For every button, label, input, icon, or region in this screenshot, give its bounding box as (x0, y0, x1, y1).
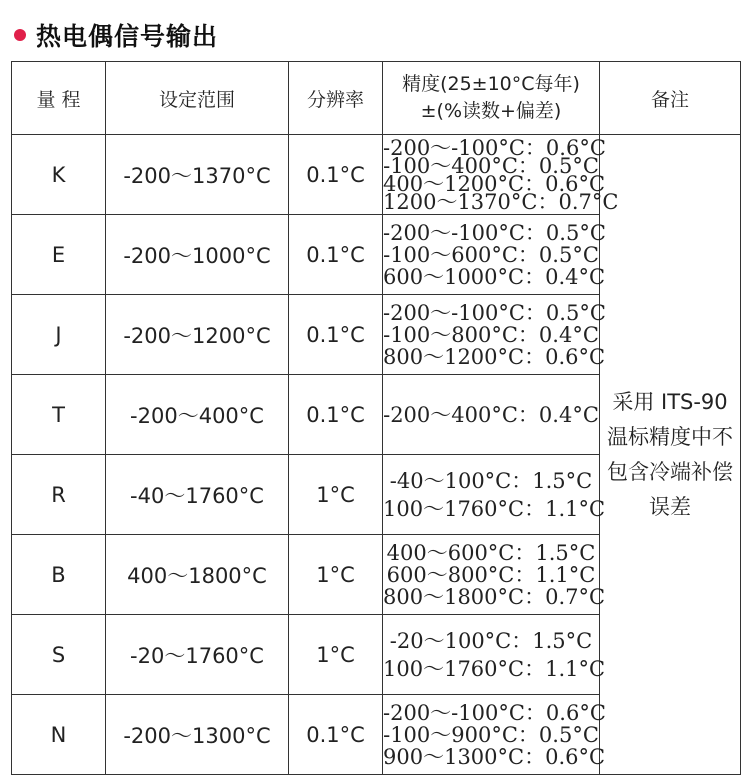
accuracy-line: 400～1200°C：0.6°C (383, 171, 606, 196)
cell-resolution: 0.1°C (289, 375, 383, 455)
accuracy-line: -100～900°C：0.5°C (383, 722, 599, 747)
cell-range: -200～1000°C (106, 215, 289, 295)
section-title: 热电偶信号输出 (36, 22, 219, 51)
accuracy-line: -200～-100°C：0.5°C (383, 300, 606, 325)
bullet-dot-icon (14, 29, 26, 41)
cell-accuracy (383, 215, 606, 295)
cell-accuracy (383, 455, 606, 535)
cell-type: T (12, 375, 106, 455)
accuracy-line: -200～-100°C：0.6°C (383, 700, 606, 725)
accuracy-line: -200～-100°C：0.5°C (383, 220, 606, 245)
cell-range: 400～1800°C (106, 535, 289, 615)
cell-type: K (12, 135, 106, 215)
accuracy-line: 800～1800°C：0.7°C (383, 584, 606, 609)
remark-line: 误差 (649, 494, 691, 519)
header-setting-range: 设定范围 (106, 62, 289, 135)
cell-resolution: 0.1°C (289, 215, 383, 295)
cell-range: -200～1370°C (106, 135, 289, 215)
cell-accuracy (383, 375, 600, 455)
cell-type: J (12, 295, 106, 375)
accuracy-line: -40～100°C：1.5°C (389, 468, 593, 493)
cell-resolution: 0.1°C (289, 295, 383, 375)
header-accuracy-line1: 精度(25±10°C每年) (402, 73, 580, 95)
cell-resolution: 0.1°C (289, 135, 383, 215)
cell-accuracy (383, 615, 606, 695)
cell-remark (600, 135, 741, 775)
cell-resolution: 1°C (289, 615, 383, 695)
cell-range: -20～1760°C (106, 615, 289, 695)
cell-type: R (12, 455, 106, 535)
section-header (14, 18, 218, 52)
cell-accuracy (383, 135, 619, 215)
header-accuracy (383, 62, 600, 135)
cell-range: -40～1760°C (106, 455, 289, 535)
accuracy-line: -100～800°C：0.4°C (383, 322, 599, 347)
accuracy-line: 600～800°C：1.1°C (386, 562, 596, 587)
accuracy-line: 1200～1370°C：0.7°C (383, 189, 619, 214)
header-range-type: 量 程 (12, 62, 106, 135)
accuracy-line: -20～100°C：1.5°C (389, 628, 593, 653)
cell-range: -200～400°C (106, 375, 289, 455)
cell-type: B (12, 535, 106, 615)
thermocouple-spec-table (11, 61, 741, 775)
accuracy-line: 400～600°C：1.5°C (386, 540, 596, 565)
accuracy-line: 900～1300°C：0.6°C (383, 744, 606, 769)
remark-line: 采用 ITS-90 (612, 389, 728, 414)
header-resolution: 分辨率 (289, 62, 383, 135)
cell-type: S (12, 615, 106, 695)
header-accuracy-line2: ±(%读数+偏差) (420, 100, 562, 122)
cell-range: -200～1200°C (106, 295, 289, 375)
accuracy-line: 800～1200°C：0.6°C (383, 344, 606, 369)
cell-accuracy (383, 295, 606, 375)
accuracy-line: -200～-100°C：0.6°C (383, 135, 606, 160)
cell-resolution: 1°C (289, 535, 383, 615)
accuracy-line: 100～1760°C：1.1°C (383, 656, 606, 681)
accuracy-line: 100～1760°C：1.1°C (383, 496, 606, 521)
remark-line: 包含冷端补偿 (607, 459, 733, 484)
remark-line: 温标精度中不 (607, 424, 733, 449)
header-remark: 备注 (600, 62, 741, 135)
table-row (12, 135, 741, 215)
accuracy-line: -100～600°C：0.5°C (383, 242, 599, 267)
cell-resolution: 0.1°C (289, 695, 383, 775)
accuracy-line: -100～400°C：0.5°C (383, 153, 599, 178)
accuracy-line: -200～400°C：0.4°C (383, 402, 599, 427)
cell-range: -200～1300°C (106, 695, 289, 775)
table-header-row (12, 62, 741, 135)
accuracy-line: 600～1000°C：0.4°C (383, 264, 606, 289)
cell-accuracy (383, 535, 606, 615)
cell-accuracy (383, 695, 606, 775)
cell-resolution: 1°C (289, 455, 383, 535)
cell-type: E (12, 215, 106, 295)
cell-type: N (12, 695, 106, 775)
